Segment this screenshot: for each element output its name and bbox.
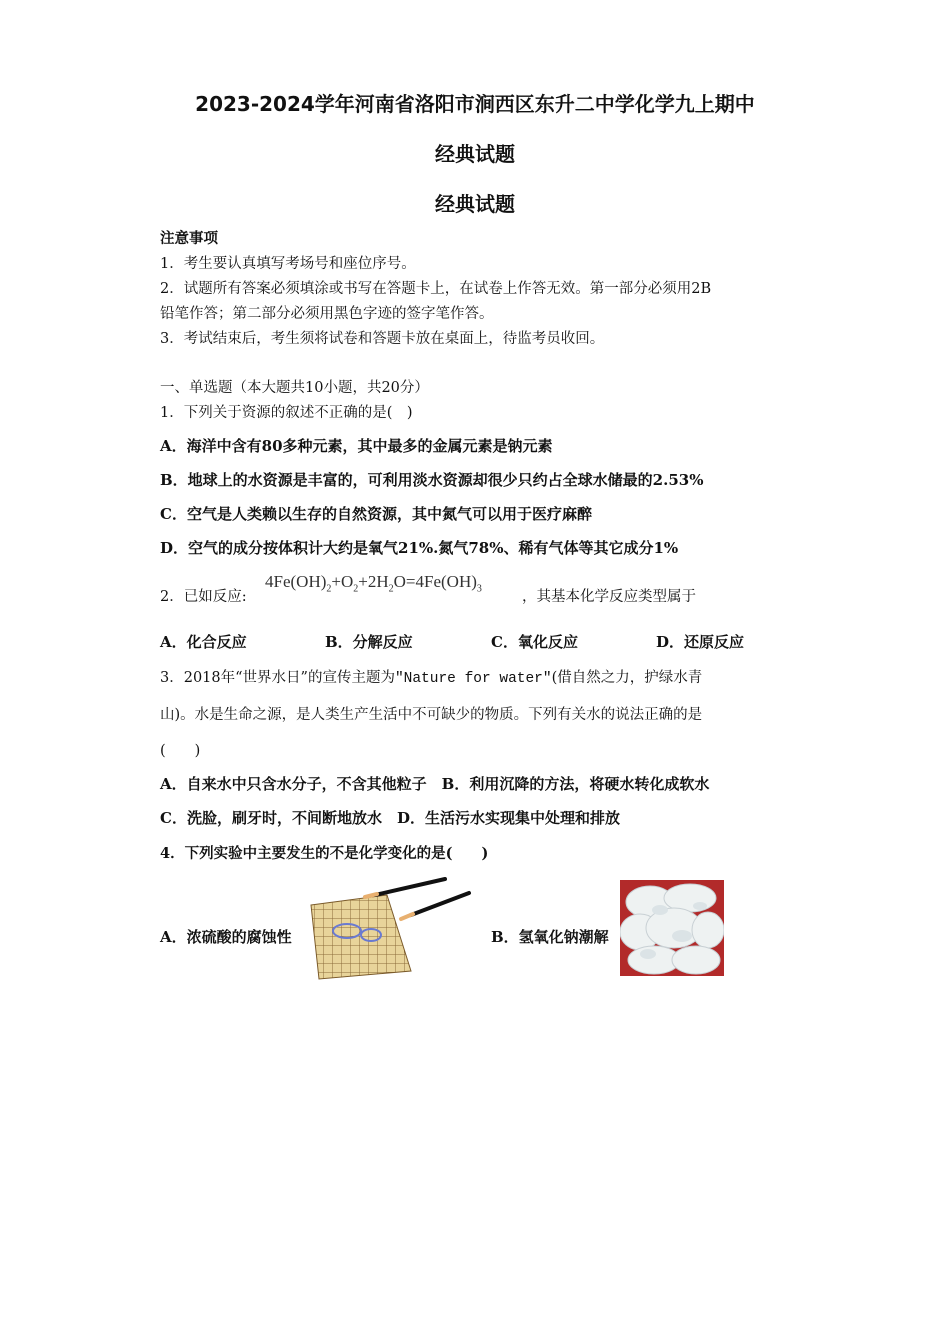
q2-option-b: B．分解反应 (325, 633, 413, 651)
q2-reaction-formula: $4Fe(OH)_2+O_2+2H_2O=4Fe(OH)_3$ (265, 572, 482, 595)
notice-heading: 注意事项 (160, 230, 218, 247)
q2-stem-suffix: ，其基本化学反应类型属于 (522, 589, 696, 605)
q2-option-a: A．化合反应 (160, 633, 247, 651)
stick-1 (375, 879, 445, 895)
naoh-flakes (620, 884, 724, 974)
q2-option-c: C．氧化反应 (491, 633, 578, 651)
q3-stem-line2: 山)。水是生命之源，是人类生产生活中不可缺少的物质。下列有关水的说法正确的是 (160, 707, 703, 723)
q4-option-a-label: A．浓硫酸的腐蚀性 (160, 928, 292, 946)
q2-stem-prefix: 2．已如反应: (160, 589, 247, 605)
q3-options-row1: A．自来水中只含水分子，不含其他粒子 B．利用沉降的方法，将硬水转化成软水 (160, 775, 710, 793)
q4-option-b-image (620, 880, 724, 976)
notice-item-1: 1．考生要认真填写考场号和座位序号。 (160, 256, 416, 272)
notice-item-3: 3．考试结束后，考生须将试卷和答题卡放在桌面上，待监考员收回。 (160, 331, 605, 347)
notice-item-2: 2．试题所有答案必须填涂或书写在答题卡上，在试卷上作答无效。第一部分必须用2B (160, 281, 712, 297)
q3-stem-line3: ( ) (160, 743, 201, 759)
exam-subtitle: 经典试题 (435, 192, 515, 216)
q3-options-row2: C．洗脸，刷牙时，不间断地放水 D．生活污水实现集中处理和排放 (160, 809, 620, 827)
q3-stem-line1: 3．2018年“世界水日”的宣传主题为"Nature for water"(借自然之力，护绿水青 (160, 670, 703, 687)
q1-stem: 1．下列关于资源的叙述不正确的是( ) (160, 405, 413, 421)
section-heading: 一、单选题（本大题共10小题，共20分） (160, 380, 429, 396)
q4-option-a-image (305, 873, 485, 981)
stick-2 (411, 893, 469, 915)
q1-option-c: C．空气是人类赖以生存的自然资源，其中氮气可以用于医疗麻醉 (160, 505, 592, 523)
q4-option-b-label: B．氢氧化钠潮解 (491, 928, 609, 946)
q4-stem: 4．下列实验中主要发生的不是化学变化的是( ) (160, 845, 489, 862)
q1-option-a: A．海洋中含有80多种元素，其中最多的金属元素是钠元素 (160, 437, 553, 455)
exam-title-line2: 经典试题 (435, 142, 515, 166)
exam-title-line1: 2023-2024学年河南省洛阳市涧西区东升二中学化学九上期中 (195, 92, 755, 116)
q2-option-d: D．还原反应 (656, 633, 745, 651)
q1-option-b: B．地球上的水资源是丰富的，可利用淡水资源却很少只约占全球水储最的2.53% (160, 471, 704, 489)
notice-item-2-cont: 铅笔作答；第二部分必须用黑色字迹的签字笔作答。 (160, 306, 494, 322)
q1-option-d: D．空气的成分按体积计大约是氧气21%.氮气78%、稀有气体等其它成分1% (160, 539, 679, 557)
